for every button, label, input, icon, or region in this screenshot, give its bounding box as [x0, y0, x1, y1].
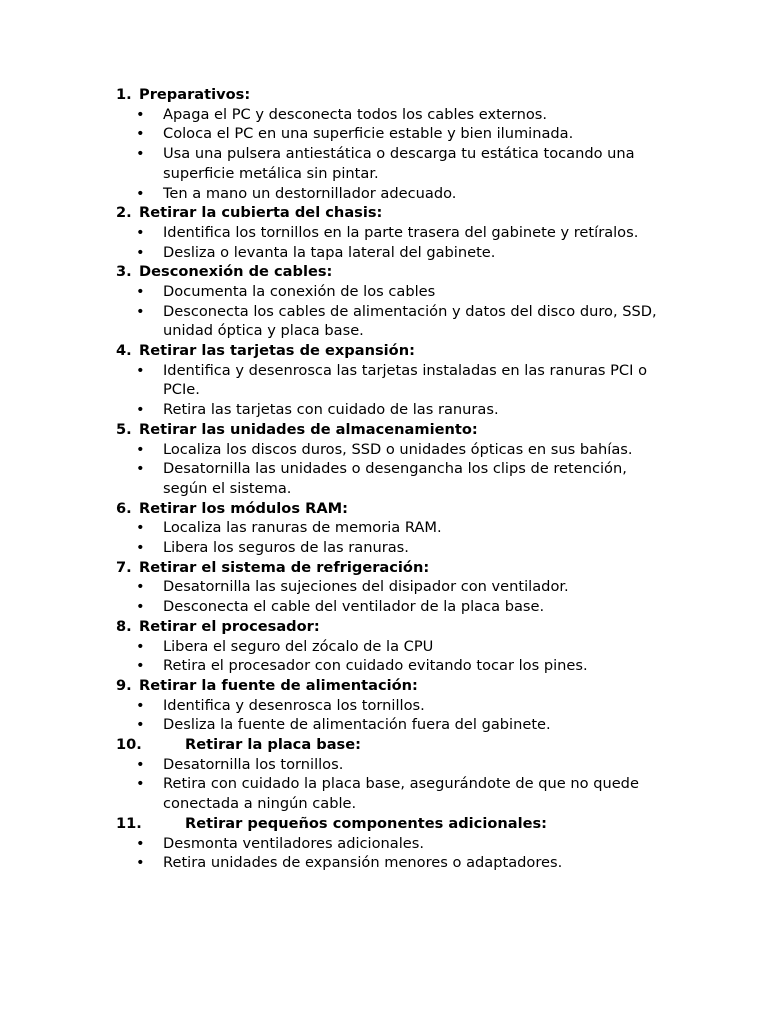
bullet-icon: • — [136, 775, 145, 793]
bullet-list — [0, 637, 768, 676]
bullet-icon: • — [136, 755, 145, 773]
section-heading — [0, 203, 768, 223]
bullet-icon: • — [136, 184, 145, 202]
section-number: 9. — [116, 676, 132, 694]
section-number: 7. — [116, 558, 132, 576]
list-item — [0, 755, 673, 775]
bullet-icon: • — [136, 854, 145, 872]
list-item — [0, 400, 673, 420]
section-heading — [0, 341, 768, 361]
bullet-icon: • — [136, 302, 145, 320]
list-item-text: Desmonta ventiladores adicionales. — [163, 834, 424, 852]
bullet-list — [0, 223, 768, 262]
section — [0, 617, 768, 676]
section-title: Retirar las unidades de almacenamiento: — [139, 420, 478, 438]
list-item — [0, 302, 673, 341]
section-heading — [0, 617, 768, 637]
section-heading — [0, 499, 768, 519]
bullet-icon: • — [136, 282, 145, 300]
section — [0, 558, 768, 617]
section — [0, 735, 768, 814]
section — [0, 262, 768, 341]
section-heading — [0, 735, 768, 755]
section-title: Retirar el sistema de refrigeración: — [139, 558, 430, 576]
section — [0, 420, 768, 499]
list-item-text: Coloca el PC en una superficie estable y bien iluminada. — [163, 125, 574, 143]
list-item — [0, 518, 673, 538]
bullet-icon: • — [136, 145, 145, 163]
list-item — [0, 577, 673, 597]
list-item — [0, 656, 673, 676]
bullet-list — [0, 755, 768, 814]
section-title: Retirar la fuente de alimentación: — [139, 676, 418, 694]
section-heading — [0, 85, 768, 105]
section — [0, 499, 768, 558]
bullet-list — [0, 361, 768, 420]
list-item — [0, 459, 673, 498]
bullet-list — [0, 518, 768, 557]
list-item-text: Retira las tarjetas con cuidado de las ranuras. — [163, 401, 499, 419]
section-heading — [0, 676, 768, 696]
section-number: 11. — [116, 814, 142, 832]
list-item — [0, 834, 673, 854]
section — [0, 203, 768, 262]
list-item-text: Identifica y desenrosca los tornillos. — [163, 696, 425, 714]
list-item-text: Desliza la fuente de alimentación fuera del gabinete. — [163, 716, 551, 734]
list-item-text: Usa una pulsera antiestática o descarga tu estática tocando una superficie metálica sin pintar. — [163, 145, 635, 182]
section-heading — [0, 558, 768, 578]
bullet-icon: • — [136, 243, 145, 261]
document-page — [0, 85, 768, 873]
bullet-list — [0, 577, 768, 616]
list-item-text: Identifica y desenrosca las tarjetas instaladas en las ranuras PCI o PCIe. — [163, 361, 647, 399]
list-item — [0, 361, 673, 400]
section-number: 8. — [116, 617, 132, 635]
bullet-icon: • — [136, 361, 145, 379]
bullet-icon: • — [136, 125, 145, 143]
list-item-text: Localiza las ranuras de memoria RAM. — [163, 519, 442, 537]
section-title: Retirar la cubierta del chasis: — [139, 204, 383, 222]
bullet-icon: • — [136, 519, 145, 537]
bullet-icon: • — [136, 539, 145, 557]
list-item-text: Desconecta el cable del ventilador de la placa base. — [163, 598, 545, 616]
list-item-text: Documenta la conexión de los cables — [163, 282, 436, 300]
list-item-text: Apaga el PC y desconecta todos los cables externos. — [163, 105, 548, 123]
list-item — [0, 243, 673, 263]
section-heading — [0, 262, 768, 282]
bullet-list — [0, 834, 768, 873]
bullet-list — [0, 105, 768, 204]
section-title: Retirar las tarjetas de expansión: — [139, 342, 415, 360]
list-item-text: Retira el procesador con cuidado evitando tocar los pines. — [163, 657, 588, 675]
section-number: 6. — [116, 499, 132, 517]
bullet-icon: • — [136, 460, 145, 478]
section-title: Retirar el procesador: — [139, 617, 320, 635]
bullet-icon: • — [136, 578, 145, 596]
bullet-icon: • — [136, 401, 145, 419]
bullet-icon: • — [136, 657, 145, 675]
section — [0, 85, 768, 203]
list-item-text: Libera el seguro del zócalo de la CPU — [163, 637, 434, 655]
section — [0, 814, 768, 873]
section-number: 2. — [116, 204, 132, 222]
section-title: Retirar pequeños componentes adicionales: — [185, 814, 548, 832]
list-item — [0, 715, 673, 735]
bullet-icon: • — [136, 834, 145, 852]
list-item — [0, 440, 673, 460]
bullet-icon: • — [136, 637, 145, 655]
section-heading — [0, 420, 768, 440]
bullet-icon: • — [136, 696, 145, 714]
list-item-text: Retira con cuidado la placa base, asegurándote de que no quede conectada a ningún cable. — [163, 775, 639, 813]
list-item — [0, 105, 673, 125]
bullet-list — [0, 440, 768, 499]
list-item-text: Desliza o levanta la tapa lateral del gabinete. — [163, 243, 496, 261]
list-item-text: Identifica los tornillos en la parte trasera del gabinete y retíralos. — [163, 223, 639, 241]
section — [0, 676, 768, 735]
list-item — [0, 853, 673, 873]
list-item-text: Desconecta los cables de alimentación y datos del disco duro, SSD, unidad óptica y placa base. — [163, 302, 657, 340]
bullet-icon: • — [136, 105, 145, 123]
list-item-text: Desatornilla los tornillos. — [163, 755, 344, 773]
list-item — [0, 538, 673, 558]
list-item — [0, 124, 673, 144]
section-title: Retirar la placa base: — [185, 736, 361, 754]
section-number: 1. — [116, 86, 132, 103]
list-item-text: Ten a mano un destornillador adecuado. — [163, 184, 457, 202]
section-number: 5. — [116, 420, 132, 438]
list-item — [0, 144, 673, 183]
list-item-text: Retira unidades de expansión menores o adaptadores. — [163, 854, 563, 872]
bullet-icon: • — [136, 440, 145, 458]
list-item — [0, 282, 673, 302]
list-item-text: Libera los seguros de las ranuras. — [163, 539, 409, 557]
section-title: Retirar los módulos RAM: — [139, 499, 348, 517]
bullet-list — [0, 282, 768, 341]
list-item-text: Localiza los discos duros, SSD o unidades ópticas en sus bahías. — [163, 440, 633, 458]
list-item — [0, 223, 673, 243]
list-item-text: Desatornilla las sujeciones del disipador con ventilador. — [163, 578, 569, 596]
list-item — [0, 696, 673, 716]
section-heading — [0, 814, 768, 834]
list-item — [0, 637, 673, 657]
section — [0, 341, 768, 420]
list-item — [0, 597, 673, 617]
list-item — [0, 774, 673, 813]
list-item-text: Desatornilla las unidades o desengancha los clips de retención, según el sistema. — [163, 460, 627, 497]
bullet-icon: • — [136, 716, 145, 734]
section-number: 4. — [116, 342, 132, 360]
section-title: Desconexión de cables: — [139, 263, 333, 281]
list-item — [0, 184, 673, 204]
bullet-list — [0, 696, 768, 735]
bullet-icon: • — [136, 598, 145, 616]
bullet-icon: • — [136, 223, 145, 241]
section-title: Preparativos: — [139, 86, 251, 103]
section-number: 3. — [116, 263, 132, 281]
section-number: 10. — [116, 736, 142, 754]
